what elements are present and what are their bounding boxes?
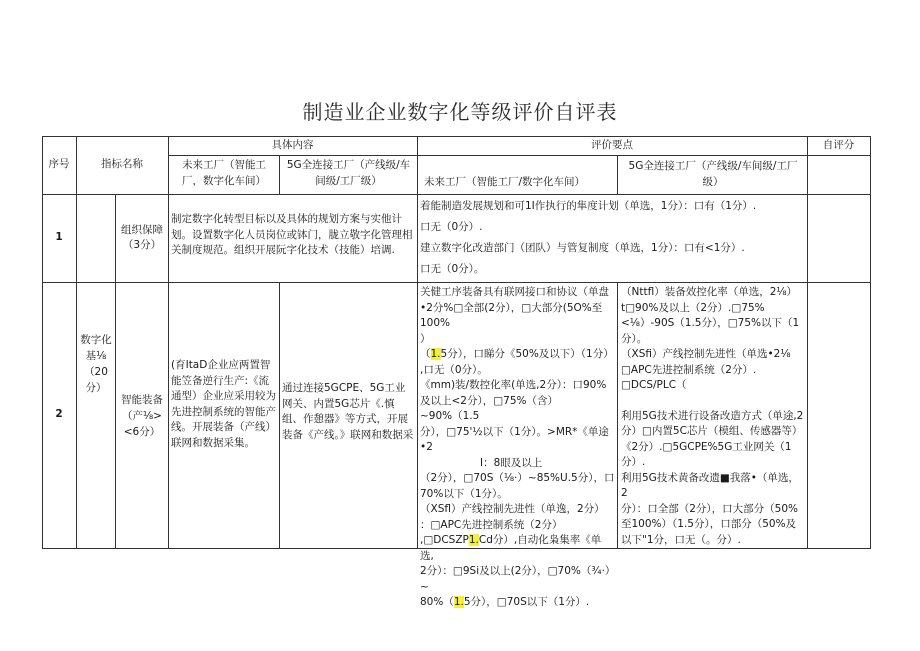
eval-line: 《mm)装/数控化率(单选,2分）：口90%	[420, 379, 607, 391]
row-2-eval-future	[418, 285, 617, 608]
header-indicator: 指标名称	[101, 158, 143, 171]
eval-line: •2分%□全部(2分），□大部分(5O%至100%	[420, 301, 603, 329]
eval-line: □APC先进控制系统（2分）.	[621, 363, 757, 376]
header-eval-future: 未来工厂（智能工厂/数字化车间）	[424, 176, 586, 188]
row-1-eval-line: 口无（0分）.	[420, 221, 483, 233]
eval-line: 80%（1.5分），□70S以下（1分）.	[420, 596, 590, 608]
eval-line: （XSfi）产线控制先进性（单选•2⅛	[621, 348, 791, 360]
eval-line: 分）□内置5C芯片（模组、传感器等）	[621, 425, 803, 437]
row-1-eval-line: 口无（0分）。	[420, 263, 485, 275]
row-2-content-5g: 通过连接5GCPE、5G工业网关、内置5G芯片《.慎组、作憩器》等方式，开展装备《产线。》联网和数据采	[282, 382, 414, 441]
header-eval-points: 评价要点	[591, 138, 633, 151]
eval-line: 70%以下（1分）。	[420, 487, 508, 500]
header-self-score: 自评分	[822, 138, 855, 151]
eval-line: t□90%及以上（2分）.□75%	[621, 301, 765, 314]
eval-line: 分），□75'½以下（1分）。>MR*《单途•2	[420, 425, 609, 453]
eval-line: 及以上<2分），□75%（含）~90%（1.5	[420, 394, 558, 422]
header-future-factory: 未来工厂（智能工厂，数字化车间）	[182, 159, 266, 187]
eval-line: 至100%）（1.5分），口部分（50%及	[621, 518, 797, 530]
eval-line: ,口无（0分）。	[420, 363, 488, 376]
eval-line: <⅛）-90S（1.5分），□75%以下（1	[621, 317, 800, 329]
row-1-eval-line: 建立数字化改造部门（团队）与管复制度（单选，1分）：口有<1分）.	[420, 242, 745, 254]
eval-line: 利用5G技术黄备改遗■我落•（单选，2	[621, 471, 799, 499]
header-seq: 序号	[48, 158, 70, 171]
row-2-seq: 2	[55, 408, 63, 421]
page-title: 制造业企业数字化等级评价自评表	[302, 100, 618, 124]
highlight-mark: 1.	[468, 534, 479, 546]
eval-line: ,□DCSZP1.Cd分）,自动化枭集率《单选,	[420, 534, 602, 562]
eval-line: （XSfl）产线控制先进性（单逸，2分）	[420, 503, 605, 515]
eval-line: □DCS/PLC（	[621, 379, 687, 391]
row-1-eval	[418, 196, 807, 282]
row-1-eval-line: 着能制造发展规划和可1I作执行的隼度计划（单选，1分）：口有（1分）.	[420, 200, 757, 212]
eval-line: ：□APC先进控制系统（2分）	[420, 518, 563, 531]
eval-line: 关健工序装备具有联网接口和协议（单盘	[420, 286, 609, 298]
row-2-group: 数字化基⅛（20分）	[80, 334, 112, 394]
header-eval-5g: 5G全连接工厂（产线级/车间级/工厂级）	[628, 160, 798, 188]
eval-line: 分）：口全部（2分），口大部分（50%	[621, 502, 799, 515]
eval-line: 利用5G技术进行设备改造方式（单途,2	[621, 409, 804, 422]
row-1-content: 制定数字化转型目标以及具体的规划方案与实他计划。设置数字化人员岗位或钵门，胧立敬字化管理相关制度规范。组织开展阮字化技术（技能）培调.	[171, 213, 413, 256]
eval-line: 2分）：□9Si及以上(2分），□70%（¾·）~	[420, 565, 611, 593]
eval-line: 分）。	[621, 332, 648, 345]
highlight-mark: 1.	[430, 348, 441, 360]
header-5g-factory: 5G全连接工厂（产线级/车间级/工厂级）	[286, 159, 411, 187]
highlight-mark: 1.	[453, 596, 464, 608]
eval-line: （Nttfl）装备效控化率（单选，2⅛）	[621, 286, 798, 298]
row-2-eval-5g	[619, 285, 807, 547]
row-2-content-future: (育ItaD企业应两置智能笠备逆行生产:《流通型）企业应采用较为先进控制系统的智能产线。开展装备（产线）联网和数据采集。	[171, 359, 276, 449]
eval-line: （2分），□70S（⅛·）~85%U.5分），口	[420, 472, 615, 484]
row-1-seq: 1	[55, 231, 63, 244]
header-content: 具体内容	[271, 138, 314, 151]
eval-line: 分）.	[621, 456, 646, 468]
row-2-subindicator: 智能装备（产⅛><6分）	[121, 394, 163, 438]
eval-line	[621, 394, 805, 409]
row-1-subindicator: 组织保障（3分）	[121, 223, 163, 251]
eval-line: 以下"1分，口无（。分）.	[621, 533, 741, 546]
eval-line: ）（1.5分），口睇分《50%及以下）（1分）	[420, 332, 614, 360]
eval-line: 《2分）.□5GCPE%5G工业网关（1	[621, 440, 792, 453]
eval-line: I：8眼及以上	[480, 456, 543, 469]
